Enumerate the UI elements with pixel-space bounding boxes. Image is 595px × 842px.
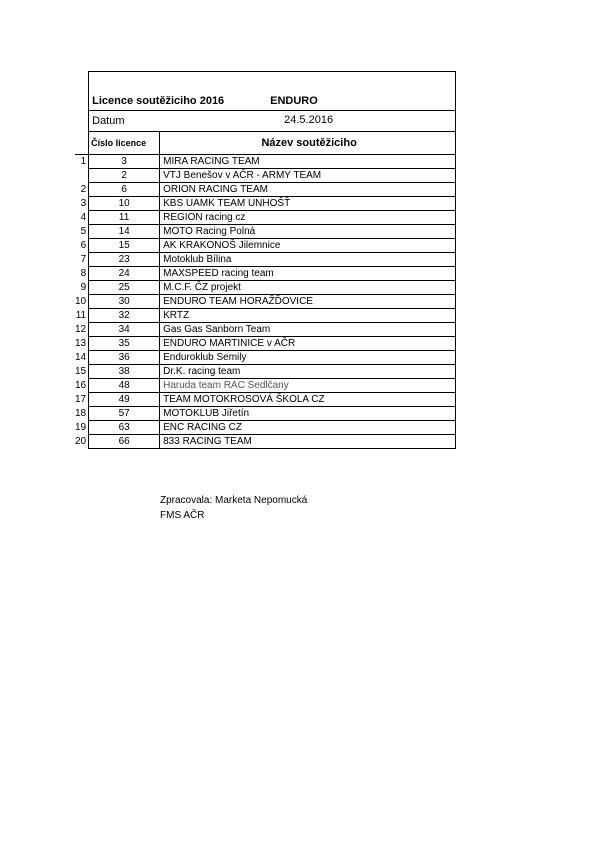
license-number: 57 [89,407,160,421]
competitor-name: ENC RACING CZ [160,421,456,435]
license-number: 34 [89,323,160,337]
license-number: 14 [89,225,160,239]
row-number: 4 [80,212,87,223]
table-row [75,421,456,435]
license-number: 3 [89,155,160,169]
row-number [75,169,89,183]
row-number: 8 [80,268,87,279]
table-row [75,225,456,239]
competitor-name: ENDURO TEAM HORAŽĎOVICE [160,295,456,309]
license-number: 32 [89,309,160,323]
row-number: 18 [75,408,87,419]
license-number: 24 [89,267,160,281]
license-number: 11 [89,211,160,225]
table-row [75,267,456,281]
competitor-name: Gas Gas Sanborn Team [160,323,456,337]
license-number: 38 [89,365,160,379]
license-number: 49 [89,393,160,407]
competitor-name: ORION RACING TEAM [160,183,456,197]
license-number: 15 [89,239,160,253]
discipline-label: ENDURO [270,94,318,107]
row-number: 17 [75,394,87,405]
table-row [75,253,456,267]
table-row [75,309,456,323]
row-number: 11 [75,310,87,321]
table-row [75,281,456,295]
competitor-name: Haruda team RAC Sedlčany [160,379,456,393]
date-row [75,111,456,132]
table-row [75,239,456,253]
competitor-name: MOTOKLUB Jiřetín [160,407,456,421]
table-row [75,155,456,169]
license-number: 23 [89,253,160,267]
competitor-name: 833 RACING TEAM [160,435,456,449]
table-row [75,393,456,407]
table-row [75,183,456,197]
date-label: Datum [92,114,125,127]
competitor-name: AK KRAKONOŠ Jilemnice [160,239,456,253]
competitor-name: Enduroklub Semily [160,351,456,365]
license-number: 25 [89,281,160,295]
license-number: 48 [89,379,160,393]
date-value: 24.5.2016 [284,114,334,126]
row-number: 10 [75,296,87,307]
license-number: 2 [89,169,160,183]
competitor-name: M.C.F. ČZ projekt [160,281,456,295]
table-row [75,295,456,309]
row-number: 16 [75,380,87,391]
competitor-name: MOTO Racing Polná [160,225,456,239]
competitor-name: TEAM MOTOKROSOVÁ ŠKOLA CZ [160,393,456,407]
table-row [75,211,456,225]
license-number: 36 [89,351,160,365]
row-number: 15 [75,366,87,377]
competitor-name: Motoklub Bílina [160,253,456,267]
table-row [75,323,456,337]
competitor-name: MIRA RACING TEAM [160,155,456,169]
competitor-name: MAXSPEED racing team [160,267,456,281]
title-row [75,92,456,111]
column-header-name: Název soutěžiciho [160,132,456,155]
row-number: 5 [80,226,87,237]
row-number: 14 [75,352,87,363]
table-row [75,435,456,449]
footer-author: Zpracovala: Marketa Nepomucká [160,495,308,506]
row-number: 20 [75,436,87,447]
table-top-spacer [75,72,456,93]
competitor-name: REGION racing cz [160,211,456,225]
column-header-row [75,132,456,155]
row-number: 3 [80,198,87,209]
license-table [75,71,456,449]
table-row [75,379,456,393]
row-number: 12 [75,324,87,335]
row-number: 6 [80,240,87,251]
table-row [75,365,456,379]
table-row [75,169,456,183]
license-number: 30 [89,295,160,309]
row-number: 19 [75,422,87,433]
column-header-license: Číslo licence [89,132,160,155]
license-number: 10 [89,197,160,211]
footer [160,493,307,523]
table-row [75,351,456,365]
document-title: Licence soutěžiciho 2016 [92,94,225,107]
competitor-name: KRTZ [160,309,456,323]
table-row [75,197,456,211]
license-number: 63 [89,421,160,435]
row-number: 13 [75,338,87,349]
competitor-name: ENDURO MARTINICE v AČR [160,337,456,351]
license-number: 6 [89,183,160,197]
license-number: 66 [89,435,160,449]
row-number: 1 [80,156,87,168]
competitor-name: VTJ Benešov v AČR - ARMY TEAM [160,169,456,183]
table-row [75,407,456,421]
competitor-name: Dr.K. racing team [160,365,456,379]
license-number: 35 [89,337,160,351]
row-number: 7 [80,254,87,265]
row-number: 9 [80,282,87,293]
table-row [75,337,456,351]
competitor-name: KBS UAMK TEAM UNHOŠŤ [160,197,456,211]
row-number: 2 [80,184,87,195]
footer-organization: FMS AČR [160,510,205,521]
